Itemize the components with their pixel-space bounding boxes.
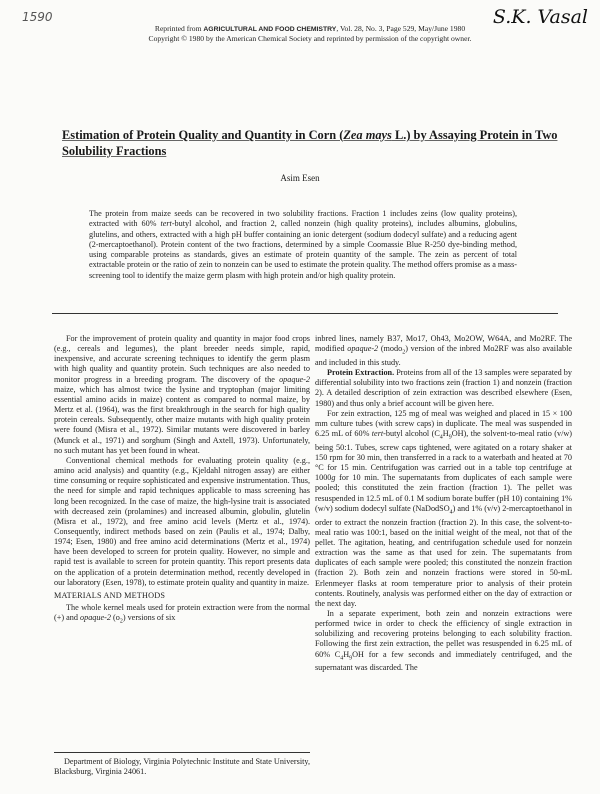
intro-paragraph-1: For the improvement of protein quality and quantity in major food crops (e.g., cereals and legumes), the plant breeder needs simple, rapid, inexpensive, and accurate screening techniques to identify the germ plasm with high quality and quantity protein. Such techniques are also needed to monitor progress in a breeding program. The discovery of the opaque-2 maize, which has almost twice the lysine and tryptophan (major limiting essential amino acids in maize) content as compared to normal maize, by Mertz et al. (1964), was the first breakthrough in the search for high quality protein cereals. Subsequently, other maize mutants with high quality protein were found (Misra et al., 1972). Similar mutants were discovered in barley (Munck et al., 1971) and sorghum (Singh and Axtell, 1973). Unfortunately, no such mutant has yet been found in wheat. [54,334,310,455]
reprint-notice [100,24,520,43]
author-affiliation-footnote: Department of Biology, Virginia Polytechnic Institute and State University, Blacksburg, Virginia 24061. [54,757,310,777]
zein-extraction-paragraph: For zein extraction, 125 mg of meal was weighed and placed in 15 × 100 mm culture tubes (with screw caps) in duplicate. The meal was suspended in 6.25 mL of 60% tert-butyl alcohol $(C_4H_9OH)$, the solvent-to-meal ratio (v/w) being 50:1. Tubes, screw caps tightened, were agitated on a rotary shaker at 150 rpm for 30 min, then transferred in a rack to a waterbath and heated at 70 °C for 15 min. Centrifugation was carried out in a table top centrifuge at 1000g for 10 min. The supernatants from duplicates of each sample were pooled; this constituted the zein fraction (fraction 1). The pellet was resuspended in 12.5 mL of 0.1 M sodium borate buffer (pH 10) containing 1% (w/v) sodium dodecyl sulfate (NaDodSO$_4$) and 1% (v/v) 2-mercaptoethanol in order to extract the nonzein fraction (fraction 2). In this case, the solvent-to-meal ratio was 100:1, based on the initial weight of the meal, not that of the pellet. The agitation, heating, and centrifugation schedule used for nonzein extraction was the same as that used for zein. The supernatants from duplicates of each sample were pooled; this constituted the nonzein fraction (fraction 2). Both zein and nonzein fractions were stored in 50-mL Erlenmeyer flasks at room temperature prior to analysis of their protein contents. Routinely, analysis was performed either on the day of extraction or the next day. [315,408,572,608]
author-name: Asim Esen [280,173,320,183]
handwritten-page-number: 1590 [22,10,53,24]
handwritten-signature: S.K. Vasal [492,6,588,28]
journal-name: AGRICULTURAL AND FOOD CHEMISTRY [203,26,337,33]
copyright-line: Copyright © 1980 by the American Chemical Society and reprinted by permission of the copyright owner. [148,34,472,43]
reprint-citation: Reprinted from AGRICULTURAL AND FOOD CHEMISTRY, Vol. 28, No. 3, Page 529, May/June 1980 [154,24,466,33]
section-heading-materials-methods: MATERIALS AND METHODS [54,590,166,600]
abstract: The protein from maize seeds can be recovered in two solubility fractions. Fraction 1 includes zeins (low quality proteins), extracted with 60% tert-butyl alcohol, and fraction 2, called nonzein (high quality proteins), includes albumins, globulins, glutelins, and others, extracted with a high pH buffer containing an ionic detergent (sodium dodecyl sulfate) and a reducing agent (2-mercaptoethanol). Protein content of the two fractions, determined by a simple Coomassie Blue R-250 dye-binding method, using comparable proteins as standards, gives an estimate of protein quantity of the sample. The zein as percent of total extractable protein or the ratio of zein to nonzein can be used to estimate the protein quality. The method offers promise as a mass-screening tool to identify the maize germ plasm with high protein and/or high quality protein. [89,209,517,280]
separate-experiment-paragraph: In a separate experiment, both zein and nonzein extractions were performed twice in order to check the efficiency of single extraction in solubilizing and recovering proteins belonging to each solubility fraction. Following the first zein extraction, the pellet was resuspended in 6.25 mL of 60% $C_4H_9OH$ for a few seconds and immediately centrifuged, and the supernatant was discarded. The [315,608,572,673]
methods-paragraph-1: The whole kernel meals used for protein extraction were from the normal (+) and opaque-2 $(o_2)$ versions of six [54,603,310,625]
footnote-divider [54,752,310,753]
methods-paragraph-continued: inbred lines, namely B37, Mo17, Oh43, Mo2OW, W64A, and Mo2RF. The modified opaque-2 (modo$_2$) version of the inbred Mo2RF was also available and included in this study. [315,334,572,367]
article-title: Estimation of Protein Quality and Quantity in Corn (Zea mays L.) by Assaying Protein in Two Solubility Fractions [62,128,558,158]
protein-extraction-paragraph: Protein Extraction. Proteins from all of the 13 samples were separated by differential solubility into two fractions zein (fraction 1) and nonzein (fraction 2). A detailed description of zein extraction was described elsewhere (Esen, 1980) and thus only a brief account will be given here. [315,368,572,408]
intro-paragraph-2: Conventional chemical methods for evaluating protein quality (e.g., amino acid analysis) and quantity (e.g., Kjeldahl nitrogen assay) are either time consuming or require sophisticated and expensive instrumentation. Thus, the need for simple and rapid techniques applicable to mass screening has long been recognized. In the case of maize, the high-lysine trait is associated with decreased zein (prolamines) and increased albumin, globulin, glutelin (Misra et al., 1972), and free amino acid levels (Mertz et al., 1974). Consequently, indirect methods based on zein (Paulis et al., 1974; Dalby, 1974; Esen, 1980) and free amino acid determinations (Mertz et al., 1974) have been developed to screen for protein quality. However, no simple and rapid test is available to screen for protein quantity. This report presents data on the application of a protein determination method, recently developed in our laboratory (Esen, 1978), to estimate protein quality and quantity in maize. [54,455,310,587]
runin-heading-protein-extraction: Protein Extraction. [327,368,395,378]
left-column [54,334,310,627]
abstract-divider [52,313,558,314]
right-column [315,334,572,674]
